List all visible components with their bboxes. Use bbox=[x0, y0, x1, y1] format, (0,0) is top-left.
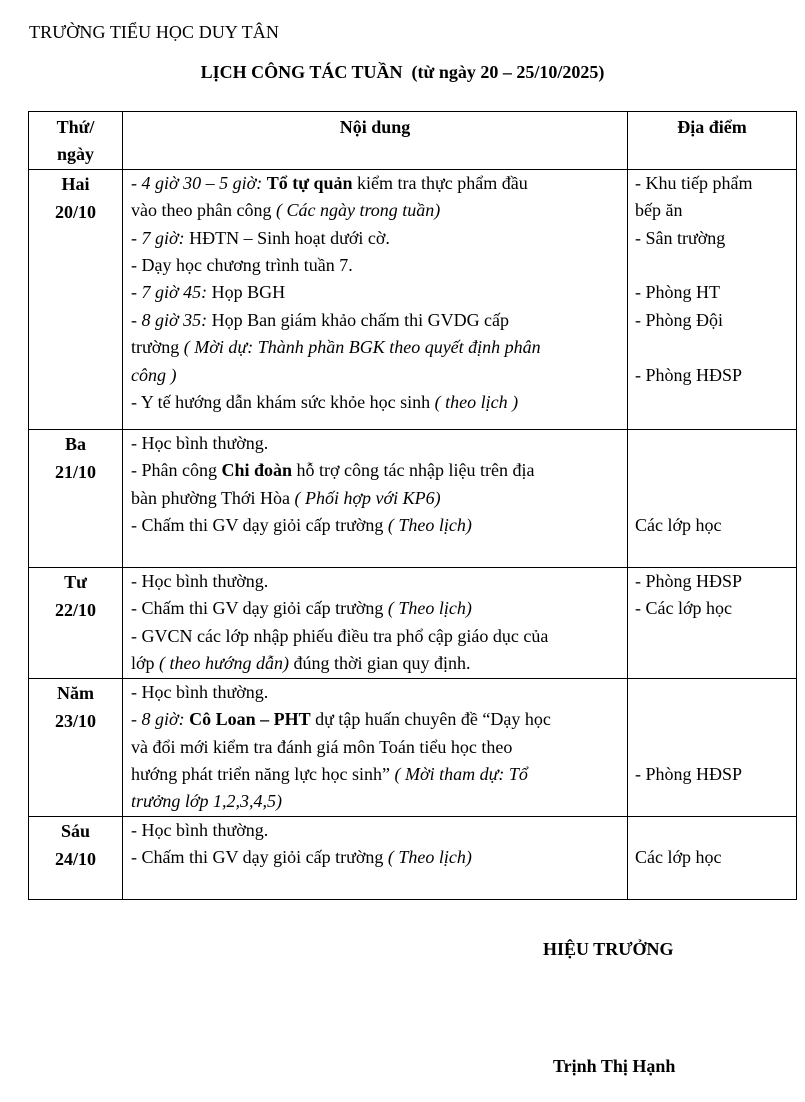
table-header-row bbox=[29, 112, 797, 170]
schedule-table bbox=[28, 111, 797, 900]
table-row bbox=[29, 567, 797, 678]
document-title: LỊCH CÔNG TÁC TUẦN (từ ngày 20 – 25/10/2025) bbox=[200, 62, 605, 82]
header-day: Thứ/ ngày bbox=[29, 112, 123, 170]
content-cell: - Học bình thường. - Phân công Chi đoàn hỗ trợ công tác nhập liệu trên địa bàn phường Thới Hòa ( Phối hợp với KP6) - Chấm thi GV dạy giỏi cấp trường ( Theo lịch) bbox=[123, 429, 628, 567]
content-cell: - Học bình thường. - Chấm thi GV dạy giỏi cấp trường ( Theo lịch) - GVCN các lớp nhập phiếu điều tra phổ cập giáo dục của lớp ( theo hướng dẫn) đúng thời gian quy định. bbox=[123, 567, 628, 678]
signature-name: Trịnh Thị Hạnh bbox=[553, 1056, 676, 1076]
place-cell: - Phòng HĐSP bbox=[628, 678, 797, 816]
content-cell: - 4 giờ 30 – 5 giờ: Tổ tự quản kiểm tra thực phẩm đầu vào theo phân công ( Các ngày trong tuần) - 7 giờ: HĐTN – Sinh hoạt dưới cờ. - Dạy học chương trình tuần 7. - 7 giờ 45: Họp BGH - 8 giờ 35: Họp Ban giám khảo chấm thi GVDG cấp trường ( Mời dự: Thành phần BGK theo quyết định phân công ) - Y tế hướng dẫn khám sức khỏe học sinh ( theo lịch ) bbox=[123, 169, 628, 429]
table-row bbox=[29, 816, 797, 899]
table-row bbox=[29, 678, 797, 816]
table-row bbox=[29, 169, 797, 429]
place-cell: - Khu tiếp phẩm bếp ăn - Sân trường - Phòng HT - Phòng Đội - Phòng HĐSP bbox=[628, 169, 797, 429]
content-cell: - Học bình thường. - Chấm thi GV dạy giỏi cấp trường ( Theo lịch) bbox=[123, 816, 628, 899]
day-cell: Tư 22/10 bbox=[29, 567, 123, 678]
place-cell: Các lớp học bbox=[628, 816, 797, 899]
day-cell: Ba 21/10 bbox=[29, 429, 123, 567]
school-name: TRƯỜNG TIỂU HỌC DUY TÂN bbox=[29, 22, 279, 42]
place-cell: - Phòng HĐSP - Các lớp học bbox=[628, 567, 797, 678]
day-cell: Sáu 24/10 bbox=[29, 816, 123, 899]
table-row bbox=[29, 429, 797, 567]
content-cell: - Học bình thường. - 8 giờ: Cô Loan – PHT dự tập huấn chuyên đề “Dạy học và đổi mới kiểm tra đánh giá môn Toán tiểu học theo hướng phát triển năng lực học sinh” ( Mời tham dự: Tổ trưởng lớp 1,2,3,4,5) bbox=[123, 678, 628, 816]
day-cell: Năm 23/10 bbox=[29, 678, 123, 816]
header-place: Địa điểm bbox=[628, 112, 797, 170]
signature-title: HIỆU TRƯỞNG bbox=[543, 939, 674, 959]
place-cell: Các lớp học bbox=[628, 429, 797, 567]
day-cell: Hai 20/10 bbox=[29, 169, 123, 429]
header-content: Nội dung bbox=[123, 112, 628, 170]
